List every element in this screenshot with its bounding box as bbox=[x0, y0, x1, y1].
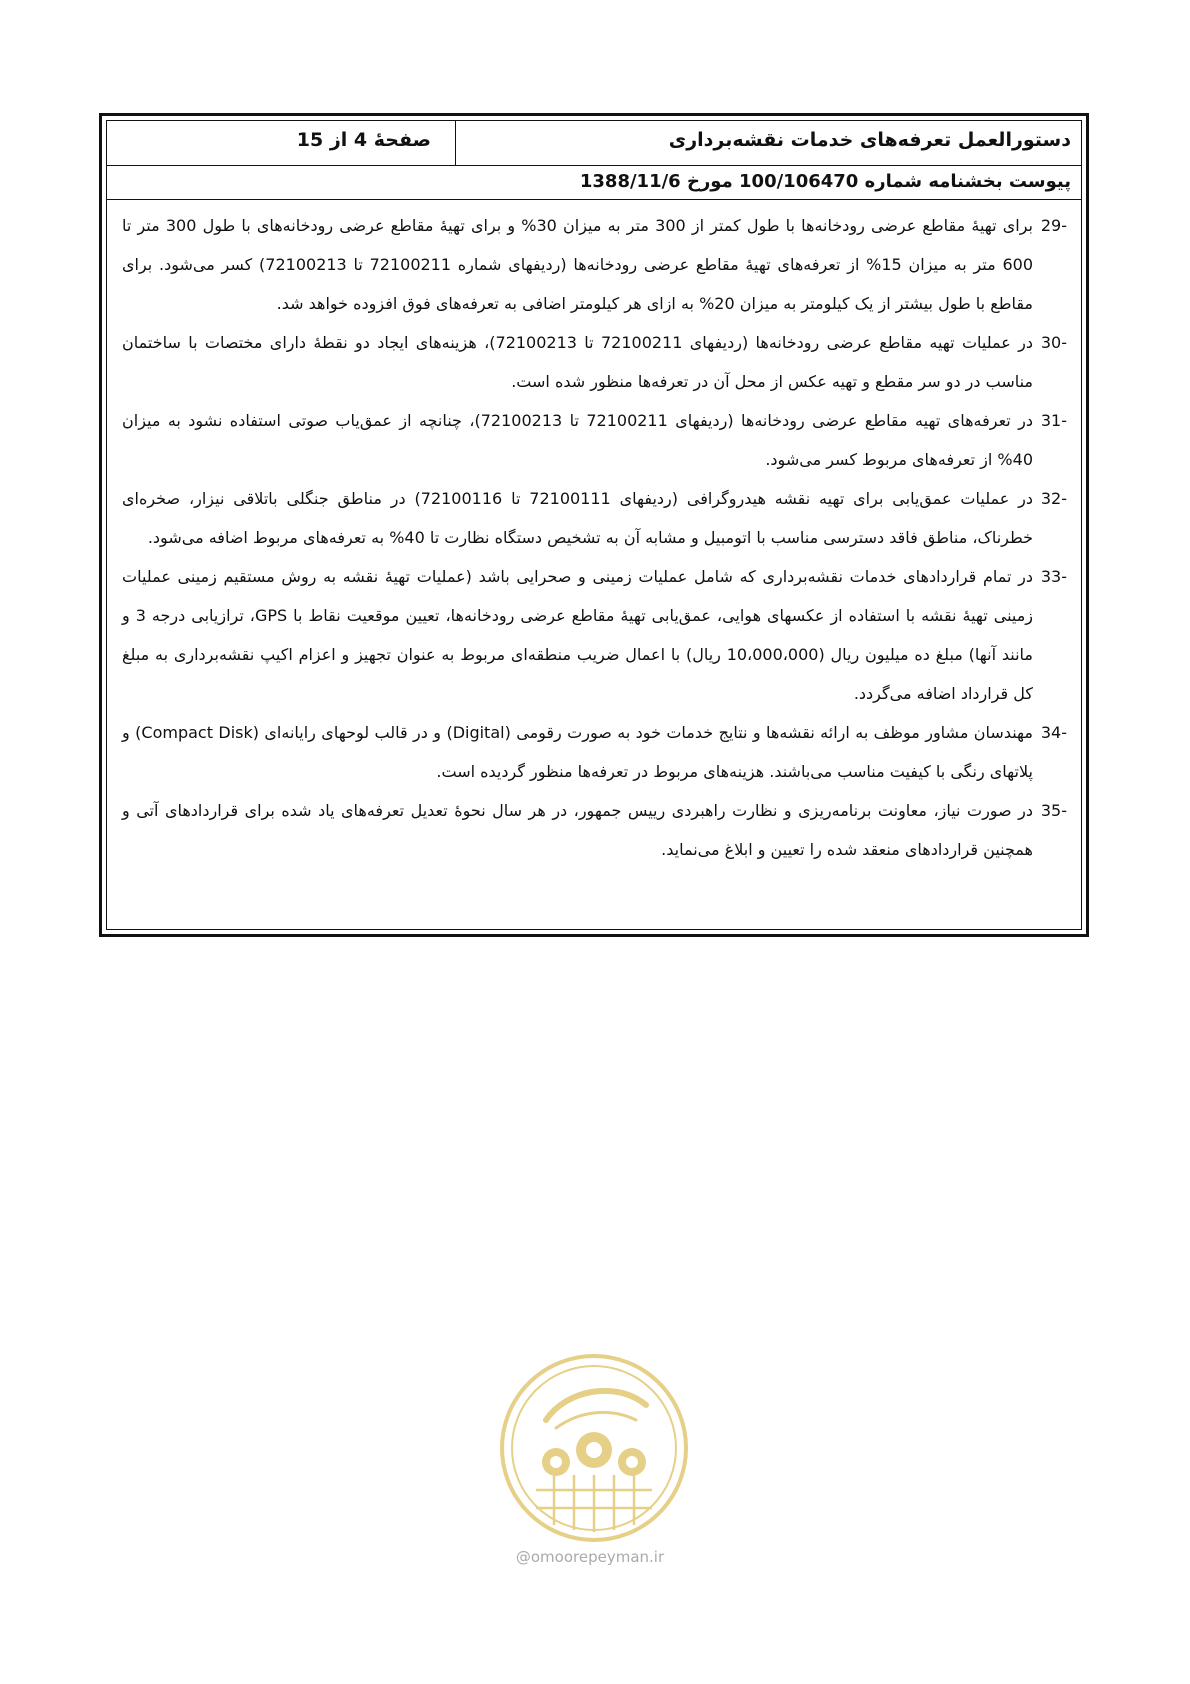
item-number: 32- bbox=[1040, 489, 1067, 508]
omoorepeyman-logo-icon bbox=[496, 1350, 692, 1546]
item-text: در صورت نیاز، معاونت برنامه‌ریزی و نظارت راهبردی رییس جمهور، در هر سال نحوۀ تعدیل تعرفه‌های یاد شده برای قراردادهای آتی و همچنین قراردادهای منعقد شده را تعیین و ابلاغ می‌نماید. bbox=[122, 801, 1033, 859]
item-number: 30- bbox=[1040, 333, 1067, 352]
document-inner-frame bbox=[106, 120, 1082, 930]
item-number: 31- bbox=[1040, 411, 1067, 430]
document-title: دستورالعمل تعرفه‌های خدمات نقشه‌برداری bbox=[455, 121, 1081, 165]
item-number: 29- bbox=[1040, 216, 1067, 235]
item-number: 34- bbox=[1040, 723, 1067, 742]
header-row bbox=[107, 121, 1081, 166]
list-item bbox=[122, 479, 1067, 557]
list-item bbox=[122, 713, 1067, 791]
list-item bbox=[122, 791, 1067, 869]
item-number: 35- bbox=[1040, 801, 1067, 820]
item-text: مهندسان مشاور موظف به ارائه نقشه‌ها و نتایج خدمات خود به صورت رقومی (Digital) و در قالب لوحهای رایانه‌ای (Compact Disk) و پلاتهای رنگی با کیفیت مناسب می‌باشند. هزینه‌های مربوط در تعرفه‌ها منظور گردیده است. bbox=[122, 723, 1034, 781]
list-item bbox=[122, 401, 1067, 479]
watermark-caption: @omoorepeyman.ir bbox=[515, 1548, 665, 1566]
list-item bbox=[122, 557, 1067, 713]
item-text: برای تهیۀ مقاطع عرضی رودخانه‌ها با طول کمتر از 300 متر به میزان 30% و برای تهیۀ مقاطع عرضی رودخانه‌های با طول 300 متر تا 600 متر به میزان 15% از تعرفه‌های تهیۀ مقاطع عرضی رودخانه‌ها (ردیفهای شماره 72100211 تا 72100213) کسر می‌شود. برای مقاطع با طول بیشتر از یک کیلومتر به میزان 20% به ازای هر کیلومتر اضافی به تعرفه‌های فوق افزوده خواهد شد. bbox=[122, 216, 1034, 313]
item-number: 33- bbox=[1040, 567, 1067, 586]
page-number: صفحۀ 4 از 15 bbox=[296, 129, 431, 151]
item-text: در تمام قراردادهای خدمات نقشه‌برداری که شامل عملیات زمینی و صحرایی باشد (عملیات تهیۀ نقشه به روش مستقیم زمینی عملیات زمینی تهیۀ نقشه با استفاده از عکسهای هوایی، عمق‌یابی تهیۀ مقاطع عرضی رودخانه‌ها، تعیین موقعیت نقاط با GPS، ترازیابی درجه 3 و مانند آنها) مبلغ ده میلیون ریال (10،000،000 ریال) با اعمال ضریب منطقه‌ای مربوط به عنوان تجهیز و اعزام اکیپ نقشه‌برداری به مبلغ کل قرارداد اضافه می‌گردد. bbox=[122, 567, 1034, 703]
item-text: در عملیات تهیه مقاطع عرضی رودخانه‌ها (ردیفهای 72100211 تا 72100213)، هزینه‌های ایجاد دو نقطۀ دارای مختصات با ساختمان مناسب در دو سر مقطع و تهیه عکس از محل آن در تعرفه‌ها منظور شده است. bbox=[122, 333, 1034, 391]
document-subtitle: پیوست بخشنامه شماره 100/106470 مورخ 1388/11/6 bbox=[107, 166, 1081, 200]
list-item bbox=[122, 206, 1067, 323]
item-text: در تعرفه‌های تهیه مقاطع عرضی رودخانه‌ها (ردیفهای 72100211 تا 72100213)، چنانچه از عمق‌یاب صوتی استفاده نشود به میزان 40% از تعرفه‌های مربوط کسر می‌شود. bbox=[122, 411, 1034, 469]
clause-list bbox=[122, 206, 1067, 869]
document-frame bbox=[99, 113, 1089, 937]
item-text: در عملیات عمق‌یابی برای تهیه نقشه هیدروگرافی (ردیفهای 72100111 تا 72100116) در مناطق جنگلی باتلاقی نیزار، صخره‌ای خطرناک، مناطق فاقد دسترسی مناسب با اتومبیل و مشابه آن به تشخیص دستگاه نظارت تا 40% به تعرفه‌های مربوط اضافه می‌شود. bbox=[122, 489, 1034, 547]
list-item bbox=[122, 323, 1067, 401]
